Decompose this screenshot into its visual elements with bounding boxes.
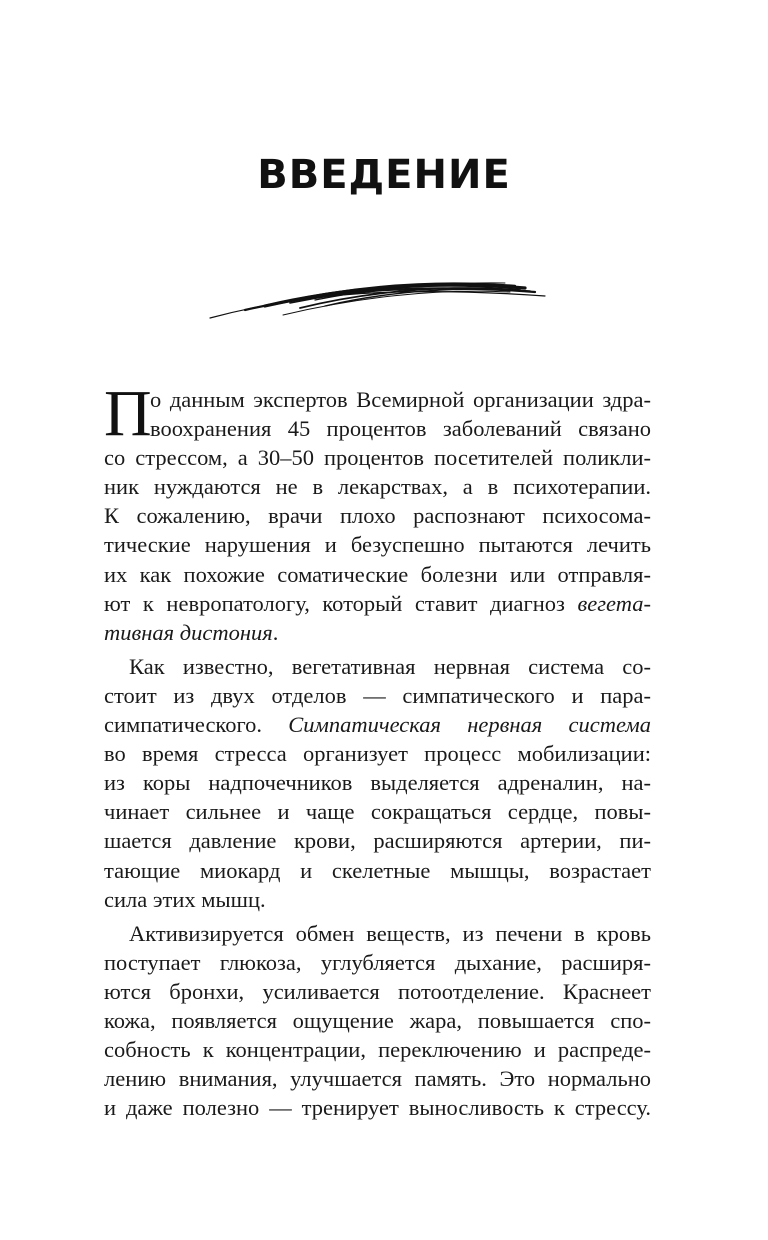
text-line: чинает сильнее и чаще сокращаться сердце, повы-: [104, 799, 651, 825]
text-line: шается давление крови, расширяются артерии, пи-: [104, 828, 651, 854]
paragraph-3: [104, 919, 651, 1123]
text-line: ются бронхи, усиливается потоотделение. Краснеет: [104, 978, 651, 1004]
text-line: ют к невропатологу, который ставит диагноз вегета-: [104, 590, 651, 616]
text-line: собность к концентрации, переключению и распреде-: [104, 1037, 651, 1063]
drop-cap: П: [104, 377, 152, 450]
text-line: во время стресса организует процесс мобилизации:: [104, 741, 651, 767]
text-line: сила этих мышц.: [104, 886, 266, 912]
paragraph-2: [104, 652, 651, 914]
text-line: тающие миокард и скелетные мышцы, возрастает: [104, 857, 651, 883]
text-line: Как известно, вегетативная нервная система со-: [129, 653, 651, 679]
text-line: ник нуждаются не в лекарствах, а в психотерапии.: [104, 474, 651, 500]
text-line: поступает глюкоза, углубляется дыхание, расширя-: [104, 949, 651, 975]
text-line: из коры надпочечников выделяется адреналин, на-: [104, 770, 651, 796]
text-line: их как похожие соматические болезни или отправля-: [104, 561, 651, 587]
text-line: кожа, появляется ощущение жара, повышается спо-: [104, 1007, 651, 1033]
body-text: [104, 377, 651, 1122]
text-line: воохранения 45 процентов заболеваний связано: [150, 416, 651, 442]
text-line: лению внимания, улучшается память. Это нормально: [104, 1066, 651, 1092]
text-line: Активизируется обмен веществ, из печени в кровь: [129, 920, 651, 946]
text-line: и даже полезно — тренирует выносливость к стрессу.: [104, 1095, 651, 1121]
text-line: тические нарушения и безуспешно пытаются лечить: [104, 532, 651, 558]
text-line: К сожалению, врачи плохо распознают психосома-: [104, 503, 651, 529]
chapter-title: ВВЕДЕНИЕ: [257, 152, 511, 198]
text-line: тивная дистония.: [104, 619, 279, 645]
text-line: стоит из двух отделов — симпатического и пара-: [104, 682, 651, 708]
text-line: симпатического. Симпатическая нервная система: [104, 712, 651, 738]
brush-stroke-ornament: [205, 270, 550, 322]
paragraph-1: [104, 377, 651, 647]
text-line: со стрессом, а 30–50 процентов посетителей поликли-: [104, 445, 651, 471]
text-line: о данным экспертов Всемирной организации здра-: [150, 387, 651, 412]
